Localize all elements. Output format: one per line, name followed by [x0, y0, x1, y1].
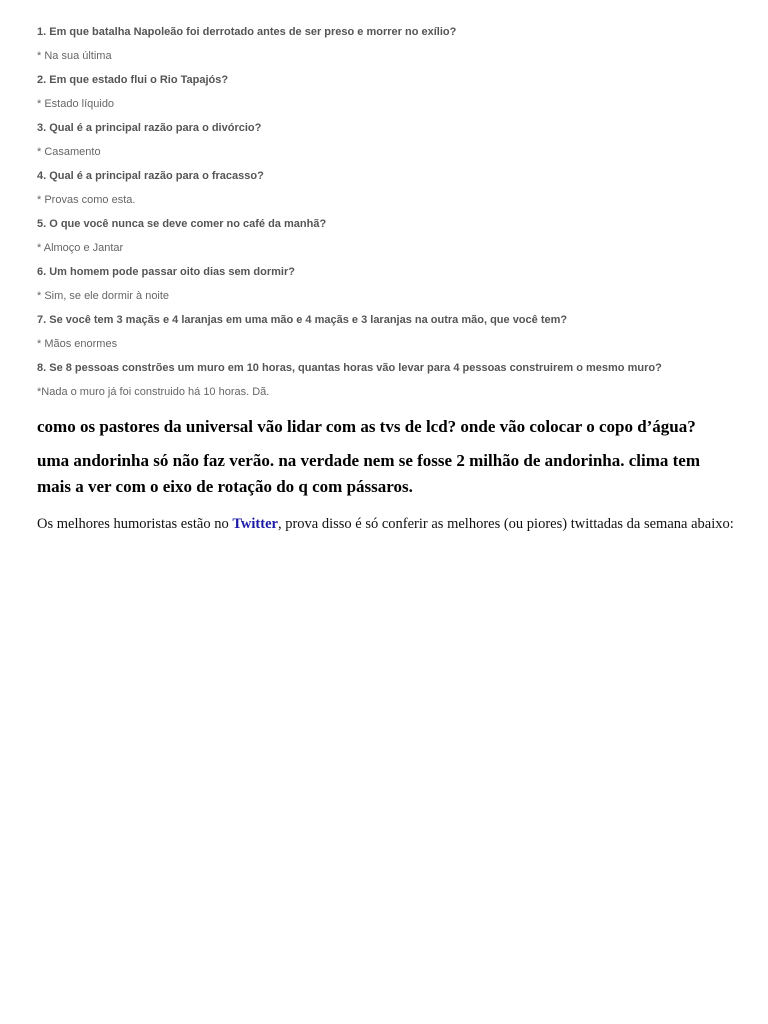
answer-text: * Estado líquido: [37, 98, 115, 110]
intro-paragraph: [37, 515, 737, 534]
answer-text: * Provas como esta.: [37, 194, 136, 206]
qa-item: [37, 164, 737, 212]
answer-text: * Mãos enormes: [37, 338, 118, 350]
question-text: 6. Um homem pode passar oito dias sem dormir?: [37, 266, 295, 278]
question-text: 2. Em que estado flui o Rio Tapajós?: [37, 74, 229, 86]
qa-item: [37, 68, 737, 116]
answer-text: * Almoço e Jantar: [37, 242, 124, 254]
question-text: 3. Qual é a principal razão para o divórcio?: [37, 122, 262, 134]
qa-item: [37, 212, 737, 260]
question-text: 1. Em que batalha Napoleão foi derrotado antes de ser preso e morrer no exílio?: [37, 26, 457, 38]
qa-item: [37, 308, 737, 356]
question-text: 7. Se você tem 3 maçãs e 4 laranjas em uma mão e 4 maçãs e 3 laranjas na outra mão, que você tem?: [37, 314, 568, 326]
question-text: 5. O que você nunca se deve comer no café da manhã?: [37, 218, 327, 230]
qa-item: [37, 116, 737, 164]
intro-text-before: Os melhores humoristas estão no: [37, 516, 233, 532]
question-text: 4. Qual é a principal razão para o fracasso?: [37, 170, 264, 182]
question-text: 8. Se 8 pessoas constrões um muro em 10 horas, quantas horas vão levar para 4 pessoas construirem o mesmo muro?: [37, 362, 662, 374]
answer-text: * Sim, se ele dormir à noite: [37, 290, 170, 302]
qa-item: [37, 356, 737, 404]
document-page: [37, 20, 737, 534]
qa-list: [37, 20, 737, 404]
joke-heading: uma andorinha só não faz verão. na verdade nem se fosse 2 milhão de andorinha. clima tem mais a ver com o eixo de rotação do q com pássaros.: [37, 451, 700, 496]
answer-text: * Na sua última: [37, 50, 112, 62]
answer-text: *Nada o muro já foi construido há 10 horas. Dã.: [37, 386, 270, 398]
twitter-link[interactable]: Twitter: [232, 516, 278, 532]
qa-item: [37, 20, 737, 68]
intro-text-after: , prova disso é só conferir as melhores (ou piores) twittadas da semana abaixo:: [277, 516, 734, 532]
joke-heading: como os pastores da universal vão lidar com as tvs de lcd? onde vão colocar o copo d’água?: [37, 417, 696, 436]
answer-text: * Casamento: [37, 146, 101, 158]
qa-item: [37, 260, 737, 308]
